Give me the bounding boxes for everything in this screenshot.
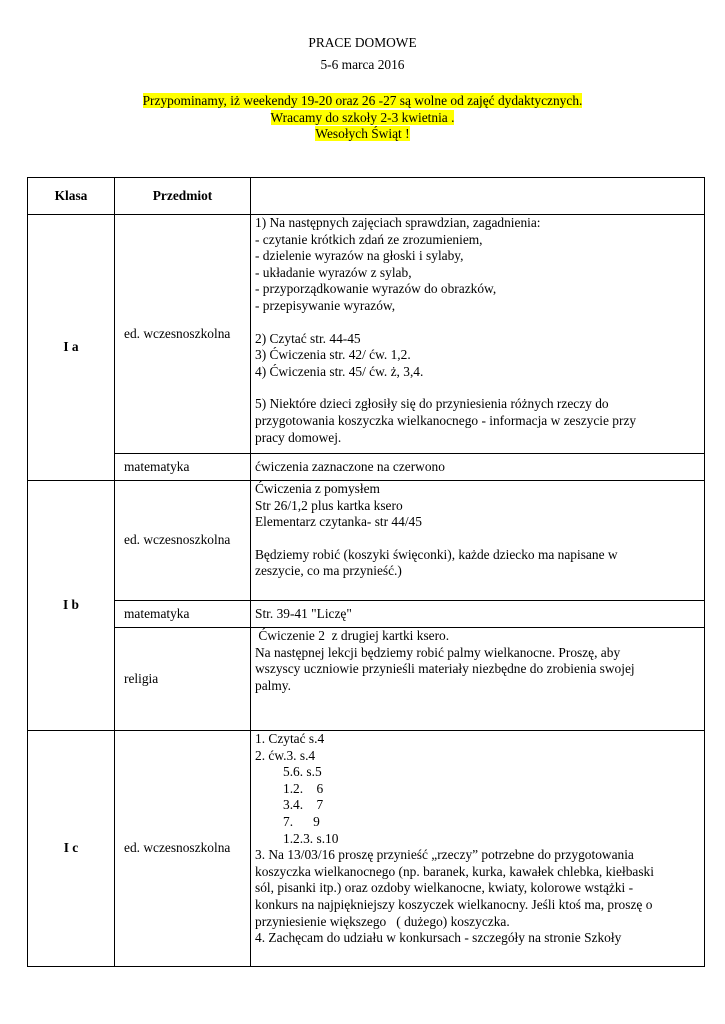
- table-row: [28, 601, 705, 628]
- table-row: [28, 628, 705, 731]
- notice-block: [0, 93, 725, 143]
- content-line: - przyporządkowanie wyrazów do obrazków,: [255, 281, 497, 297]
- content-cell: [251, 731, 705, 967]
- table-row: [28, 481, 705, 601]
- content-line: 2) Czytać str. 44-45: [255, 330, 361, 346]
- content-line: 3) Ćwiczenia str. 42/ ćw. 1,2.: [255, 347, 411, 363]
- content-line: Ćwiczenia z pomysłem: [255, 481, 380, 496]
- content-cell: Str. 39-41 "Liczę": [251, 601, 705, 628]
- content-line: - przepisywanie wyrazów,: [255, 297, 396, 313]
- table-row: [28, 215, 705, 454]
- subject-cell: religia: [115, 628, 251, 731]
- table-row: [28, 454, 705, 481]
- header-przedmiot: Przedmiot: [115, 178, 251, 215]
- table-row: [28, 731, 705, 967]
- content-line: wszyscy uczniowie przynieśli materiały niezbędne do zrobienia swojej: [255, 661, 635, 677]
- content-line: Str 26/1,2 plus kartka ksero: [255, 497, 403, 513]
- content-line: Będziemy robić (koszyki święconki), każde dziecko ma napisane w: [255, 546, 618, 562]
- page-date: 5-6 marca 2016: [320, 57, 405, 72]
- table-header-row: [28, 178, 705, 215]
- content-line: konkurs na najpiękniejszy koszyczek wielkanocny. Jeśli ktoś ma, proszę o: [255, 896, 653, 912]
- content-line: 1) Na następnych zajęciach sprawdzian, zagadnienia:: [255, 215, 541, 230]
- class-cell-ib: I b: [28, 481, 115, 731]
- subject-cell: ed. wczesnoszkolna: [115, 481, 251, 601]
- content-line: - układanie wyrazów z sylab,: [255, 264, 412, 280]
- content-line: - czytanie krótkich zdań ze zrozumieniem,: [255, 231, 483, 247]
- header-tresc: [251, 178, 705, 215]
- content-cell: ćwiczenia zaznaczone na czerwono: [251, 454, 705, 481]
- content-line: koszyczka wielkanocnego (np. baranek, kurka, kawałek chlebka, kiełbaski: [255, 863, 654, 879]
- content-line: Elementarz czytanka- str 44/45: [255, 514, 422, 530]
- header-klasa: Klasa: [28, 178, 115, 215]
- content-cell: [251, 215, 705, 454]
- content-line: palmy.: [255, 677, 291, 693]
- notice-line-1: Przypominamy, iż weekendy 19-20 oraz 26 -27 są wolne od zajęć dydaktycznych.: [142, 93, 583, 108]
- content-line: 5.6. s.5: [283, 764, 322, 780]
- content-cell: [251, 481, 705, 601]
- page-title: PRACE DOMOWE: [308, 35, 417, 50]
- content-line: 2. ćw.3. s.4: [255, 747, 316, 763]
- content-line: pracy domowej.: [255, 429, 342, 445]
- class-cell-ic: I c: [28, 731, 115, 967]
- content-line: zeszycie, co ma przynieść.): [255, 563, 402, 579]
- content-line: przygotowania koszyczka wielkanocnego - informacja w zeszycie przy: [255, 412, 637, 428]
- content-line: 1.2. 6: [283, 780, 324, 796]
- notice-line-2: Wracamy do szkoły 2-3 kwietnia .: [270, 109, 455, 125]
- homework-table: [27, 177, 705, 967]
- subject-cell: ed. wczesnoszkolna: [115, 731, 251, 967]
- content-cell: [251, 628, 705, 731]
- content-line: 1. Czytać s.4: [255, 731, 325, 746]
- content-line: 7. 9: [283, 813, 320, 829]
- class-cell-ia: I a: [28, 215, 115, 481]
- content-line: sól, pisanki itp.) oraz ozdoby wielkanocne, kwiaty, kolorowe wstążki -: [255, 880, 634, 896]
- content-line: 3. Na 13/03/16 proszę przynieść „rzeczy” potrzebne do przygotowania: [255, 847, 634, 863]
- content-line: Ćwiczenie 2 z drugiej kartki ksero.: [255, 628, 450, 643]
- content-line: przyniesienie większego ( dużego) koszyczka.: [255, 913, 510, 929]
- content-line: 4) Ćwiczenia str. 45/ ćw. ż, 3,4.: [255, 363, 424, 379]
- content-line: Na następnej lekcji będziemy robić palmy wielkanocne. Proszę, aby: [255, 644, 621, 660]
- content-line: 4. Zachęcam do udziału w konkursach - szczegóły na stronie Szkoły: [255, 930, 622, 946]
- subject-cell: matematyka: [115, 454, 251, 481]
- subject-cell: matematyka: [115, 601, 251, 628]
- subject-cell: ed. wczesnoszkolna: [115, 215, 251, 454]
- content-line: 5) Niektóre dzieci zgłosiły się do przyniesienia różnych rzeczy do: [255, 396, 609, 412]
- content-line: 3.4. 7: [283, 797, 324, 813]
- content-line: - dzielenie wyrazów na głoski i sylaby,: [255, 248, 464, 264]
- notice-line-3: Wesołych Świąt !: [315, 126, 410, 142]
- content-line: 1.2.3. s.10: [283, 830, 339, 846]
